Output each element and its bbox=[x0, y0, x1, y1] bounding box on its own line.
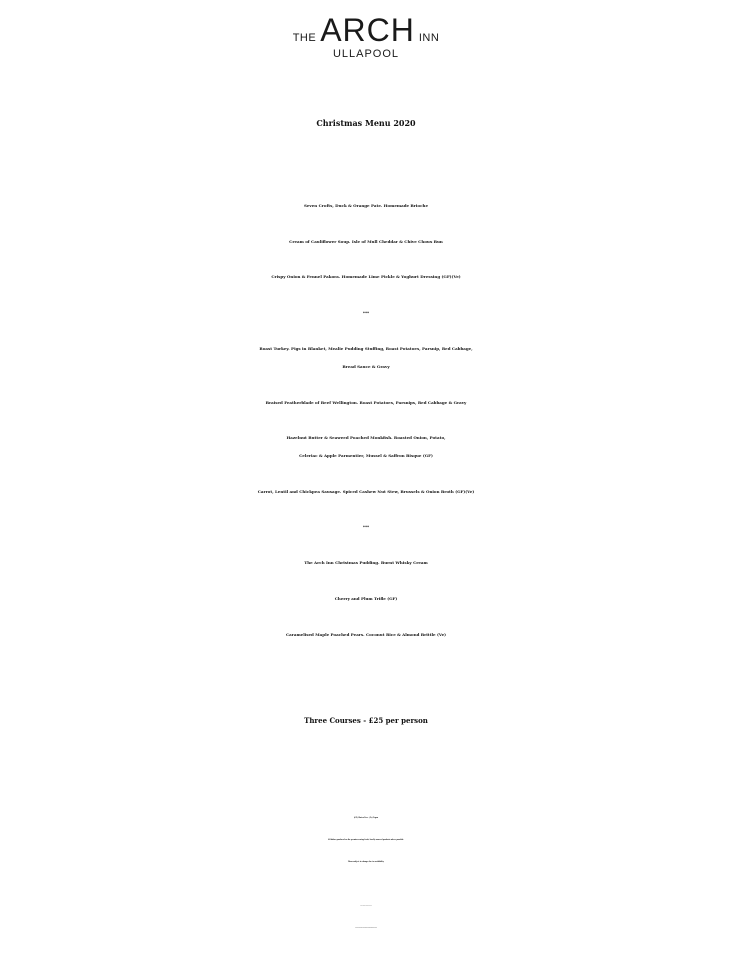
main-item-line: Hazelnut Butter & Seaweed Poached Monkfish. Roasted Onion, Potato, bbox=[286, 435, 446, 440]
dessert-item: Caramelised Maple Poached Pears. Coconut Rice & Almond Brittle (Ve) bbox=[285, 632, 447, 637]
availability-note: Menu subject to change due to availability. bbox=[347, 862, 385, 863]
dessert-item: The Arch Inn Christmas Pudding. Burnt Whisky Cream bbox=[304, 560, 428, 565]
logo-wordmark bbox=[0, 14, 732, 46]
main-item-line: Bread Sauce & Gravy bbox=[342, 364, 390, 369]
logo bbox=[0, 14, 732, 60]
menu-title: Christmas Menu 2020 bbox=[316, 118, 416, 128]
main-item-line: Celeriac & Apple Parmentier, Mussel & Saffron Bisque (GF) bbox=[299, 453, 433, 458]
starter-item: Seven Crofts, Duck & Orange Pate. Homemade Brioche bbox=[304, 203, 428, 208]
sourcing-note: All dishes produced on the premises using fresh, locally sourced products where possible. bbox=[328, 840, 404, 841]
starter-item: Crispy Onion & Fennel Pakora. Homemade Lime Pickle & Yoghurt Dressing (GF)(Ve) bbox=[271, 274, 461, 279]
main-item bbox=[0, 429, 732, 465]
main-item bbox=[0, 340, 732, 376]
main-item-line: Carrot, Lentil and Chickpea Sausage. Spiced Cashew Nut Stew, Brussels & Onion Broth (GF)(Ve) bbox=[257, 489, 475, 494]
logo-prefix: THE bbox=[292, 32, 317, 44]
logo-location: ULLAPOOL bbox=[332, 48, 400, 60]
main-item bbox=[0, 394, 732, 412]
course-separator: *** bbox=[362, 524, 370, 529]
logo-name: ARCH bbox=[320, 12, 415, 48]
main-item-line: Braised Featherblade of Beef Wellington. Roast Potatoes, Parsnips, Red Cabbage & Gravy bbox=[265, 400, 467, 405]
dietary-key: (GF) Gluten Free. (Ve) Vegan bbox=[353, 818, 379, 819]
main-item-line: Roast Turkey. Pigs in Blanket, Mealie Pudding Stuffing, Roast Potatoes, Parsnip, Red Cabbage, bbox=[259, 346, 473, 351]
course-separator: *** bbox=[362, 310, 370, 315]
dessert-item: Cherry and Plum Trifle (GF) bbox=[334, 596, 398, 601]
price-line: Three Courses - £25 per person bbox=[304, 716, 428, 725]
main-item bbox=[0, 483, 732, 501]
starter-item: Cream of Cauliflower Soup. Isle of Mull Cheddar & Chive Choux Bun bbox=[289, 239, 443, 244]
logo-suffix: INN bbox=[418, 32, 440, 44]
